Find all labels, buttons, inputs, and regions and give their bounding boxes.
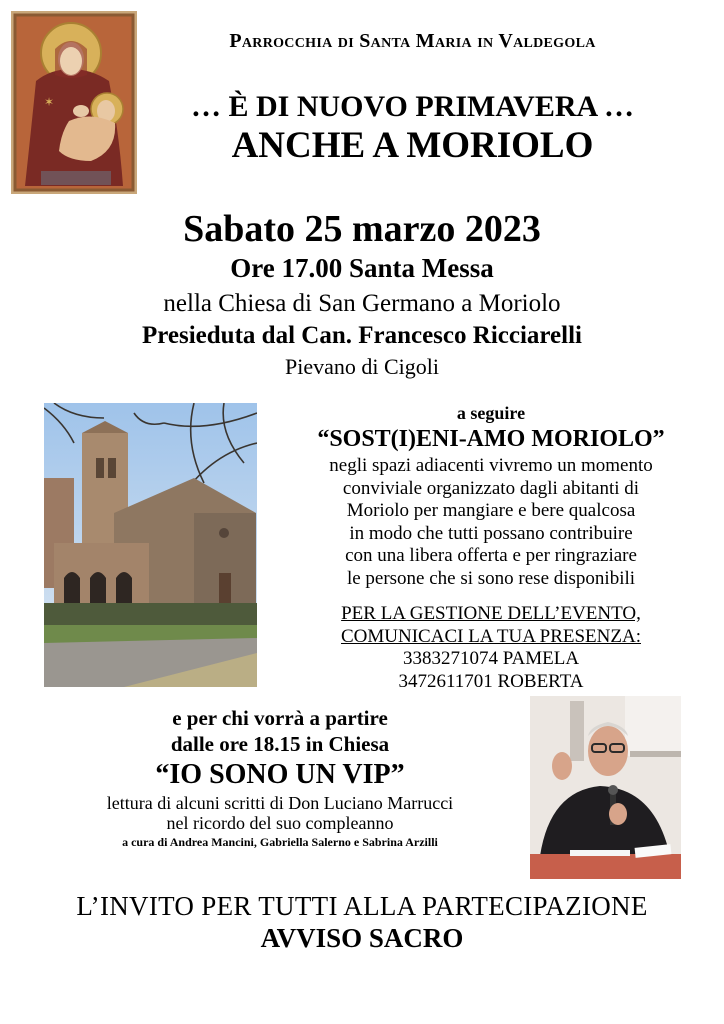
event-date: Sabato 25 marzo 2023 — [183, 208, 541, 250]
organization-note — [268, 603, 714, 648]
vip-description: nel ricordo del suo compleanno — [166, 813, 394, 833]
headline-spring: … È DI NUOVO PRIMAVERA … — [190, 90, 635, 123]
parish-name: Parrocchia di Santa Maria in Valdegola — [229, 30, 596, 52]
vip-credits: a cura di Andrea Mancini, Gabriella Salerno e Sabrina Arzilli — [122, 835, 438, 849]
priest-photo — [530, 696, 681, 879]
vip-title: “IO SONO UN VIP” — [155, 759, 405, 790]
follow-up-block — [268, 402, 714, 693]
organization-note-line: PER LA GESTIONE DELL’EVENTO, — [341, 603, 641, 624]
follow-up-event-name: “SOST(I)ENI-AMO MORIOLO” — [317, 426, 665, 452]
description-line: conviviale organizzato dagli abitanti di — [342, 477, 640, 499]
description-line: Moriolo per mangiare e bere qualcosa — [346, 500, 636, 521]
invitation: L’INVITO PER TUTTI ALLA PARTECIPAZIONE — [76, 891, 648, 921]
sacred-notice: AVVISO SACRO — [260, 923, 464, 953]
follow-up-description — [268, 455, 714, 590]
presider-role: Pievano di Cigoli — [285, 354, 439, 379]
contact-pamela: 3383271074 PAMELA — [402, 648, 580, 669]
presider: Presieduta dal Can. Francesco Ricciarelli — [142, 322, 582, 349]
vip-time-place: dalle ore 18.15 in Chiesa — [170, 732, 390, 756]
vip-block — [40, 705, 520, 851]
contact-list — [268, 648, 714, 693]
description-line: con una libera offerta e per ringraziare — [345, 545, 637, 566]
description-line: in modo che tutti possano contribuire — [349, 522, 633, 544]
follow-up-label: a seguire — [456, 403, 526, 423]
description-line: le persone che si sono rese disponibili — [346, 567, 636, 589]
madonna-painting-image — [11, 11, 137, 194]
vip-intro: e per chi vorrà a partire — [172, 706, 388, 730]
headline-moriolo: ANCHE A MORIOLO — [231, 125, 594, 166]
priest-photo-image — [530, 696, 681, 879]
madonna-painting — [11, 11, 137, 194]
svg-text:✶: ✶ — [44, 95, 55, 109]
vip-description: lettura di alcuni scritti di Don Luciano Marrucci — [106, 793, 454, 813]
church-photo — [44, 403, 257, 687]
contact-roberta: 3472611701 ROBERTA — [398, 670, 584, 692]
organization-note-line: COMUNICACI LA TUA PRESENZA: — [341, 625, 641, 647]
church-photo-image — [44, 403, 257, 687]
description-line: negli spazi adiacenti vivremo un momento — [329, 455, 653, 476]
mass-time: Ore 17.00 Santa Messa — [230, 253, 494, 283]
mass-place: nella Chiesa di San Germano a Moriolo — [163, 290, 561, 317]
